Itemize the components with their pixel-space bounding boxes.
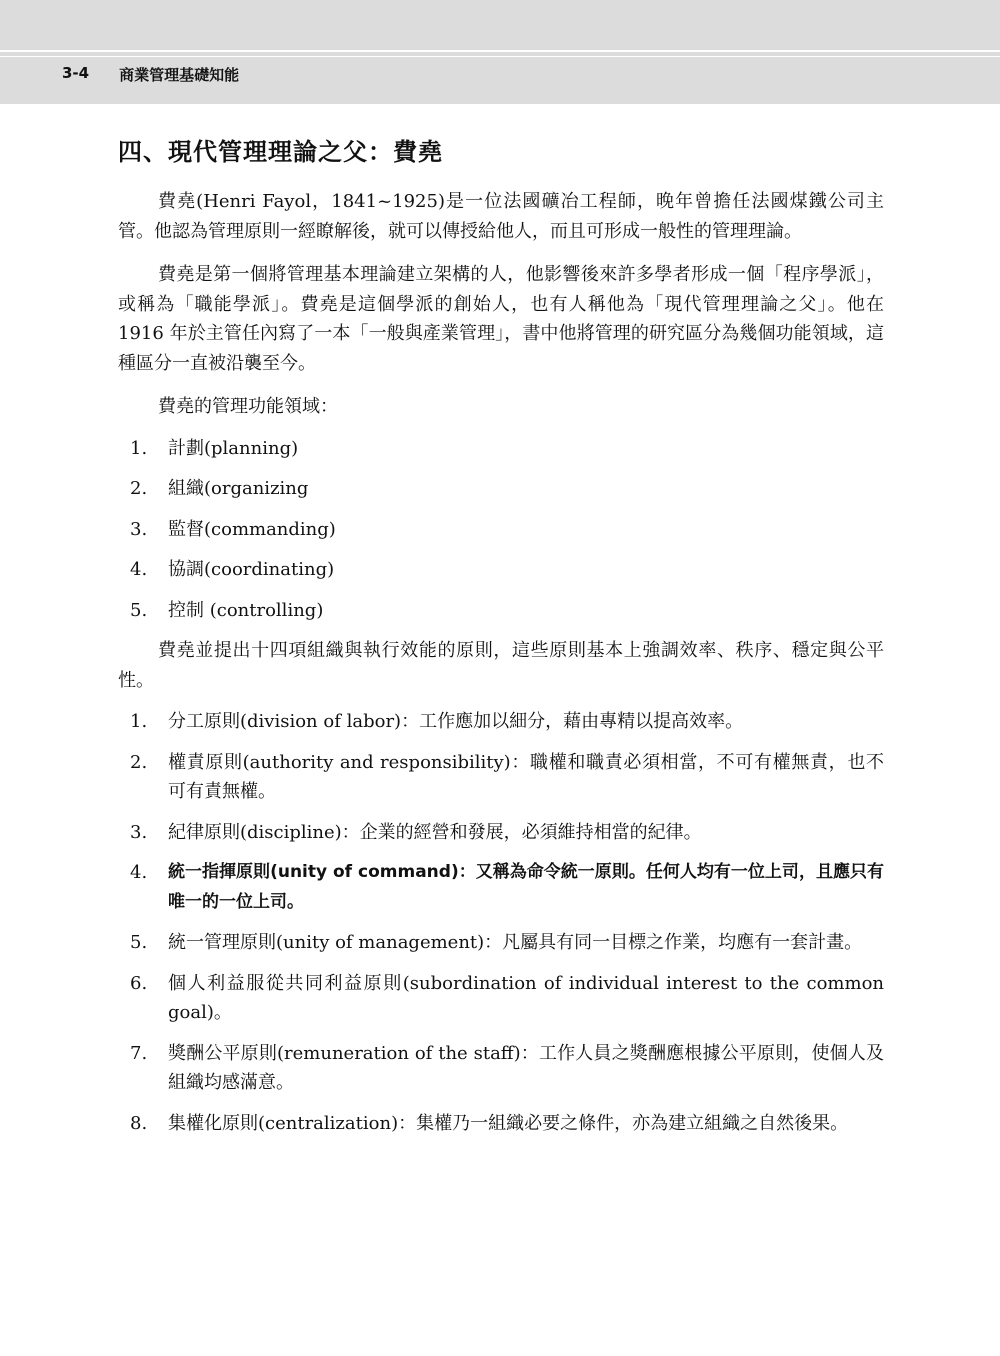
- list-item: [118, 515, 884, 545]
- list-item: [118, 555, 884, 585]
- list-item: [118, 434, 884, 464]
- list-text: 組織(organizing: [168, 478, 309, 499]
- list-number: 7.: [130, 1042, 148, 1064]
- page-body: [118, 132, 884, 1149]
- list-item: [118, 1109, 884, 1139]
- list-number: 2.: [130, 751, 148, 773]
- list-number: 4.: [130, 862, 148, 883]
- functions-list: [118, 434, 884, 626]
- list-number: 2.: [130, 478, 148, 499]
- list-number: 4.: [130, 559, 148, 580]
- running-head: [62, 64, 239, 85]
- list-text: 協調(coordinating): [168, 559, 335, 580]
- list-text: 計劃(planning): [168, 437, 299, 459]
- list-text: 集權化原則(centralization)：集權乃一組織必要之條件，亦為建立組織之自然後果。: [168, 1112, 849, 1134]
- list-number: 5.: [130, 599, 148, 621]
- list-text: 統一管理原則(unity of management)：凡屬具有同一目標之作業，均應有一套計畫。: [168, 932, 863, 953]
- list-item: [118, 928, 884, 958]
- list-text: 控制 (controlling): [168, 599, 324, 621]
- list-number: 1.: [130, 437, 148, 459]
- list-text: 獎酬公平原則(remuneration of the staff)：工作人員之獎酬應根據公平原則，使個人及組織均感滿意。: [168, 1042, 884, 1093]
- principles-list: [118, 707, 884, 1138]
- list-text: 權責原則(authority and responsibility)：職權和職責必須相當，不可有權無責，也不可有責無權。: [168, 751, 884, 802]
- list-item: [118, 1039, 884, 1098]
- list-number: 1.: [130, 711, 148, 732]
- list-number: 3.: [130, 821, 148, 843]
- list-number: 8.: [130, 1112, 148, 1134]
- page-number: 3-4: [62, 64, 90, 82]
- list-item: [118, 748, 884, 807]
- list-number: 6.: [130, 972, 148, 994]
- book-title: 商業管理基礎知能: [119, 66, 240, 84]
- paragraph: 費堯(Henri Fayol，1841~1925)是一位法國礦冶工程師，晚年曾擔任法國煤鐵公司主管。他認為管理原則一經瞭解後，就可以傳授給他人，而且可形成一般性的管理理論。: [118, 191, 884, 242]
- section-title: 四、現代管理理論之父：費堯: [118, 138, 443, 166]
- list-item: [118, 707, 884, 737]
- list-text: 個人利益服從共同利益原則(subordination of individual interest to the common goal)。: [168, 972, 884, 1023]
- list-text: 統一指揮原則(unity of command)：又稱為命令統一原則。任何人均有一位上司，且應只有唯一的一位上司。: [168, 862, 884, 912]
- paragraph: 費堯的管理功能領域：: [158, 396, 338, 417]
- header-rule: [0, 50, 1000, 52]
- list-item: [118, 474, 884, 504]
- list-item: [118, 858, 884, 917]
- list-text: 分工原則(division of labor)：工作應加以細分，藉由專精以提高效率。: [168, 711, 744, 732]
- page-header: [0, 0, 1000, 104]
- list-item: [118, 596, 884, 626]
- list-number: 5.: [130, 932, 148, 953]
- list-text: 紀律原則(discipline)：企業的經營和發展，必須維持相當的紀律。: [168, 821, 702, 843]
- paragraph: 費堯並提出十四項組織與執行效能的原則，這些原則基本上強調效率、秩序、穩定與公平性。: [118, 640, 884, 691]
- paragraph: 費堯是第一個將管理基本理論建立架構的人，他影響後來許多學者形成一個「程序學派」，或稱為「職能學派」。費堯是這個學派的創始人，也有人稱他為「現代管理理論之父」。他在 1916 年於主管任內寫了一本「一般與產業管理」，書中他將管理的研究區分為幾個功能領域，這種區分一直被沿襲至今。: [118, 264, 884, 374]
- list-text: 監督(commanding): [168, 518, 336, 540]
- header-rule: [0, 56, 1000, 57]
- list-item: [118, 818, 884, 848]
- list-number: 3.: [130, 518, 148, 540]
- list-item: [118, 969, 884, 1028]
